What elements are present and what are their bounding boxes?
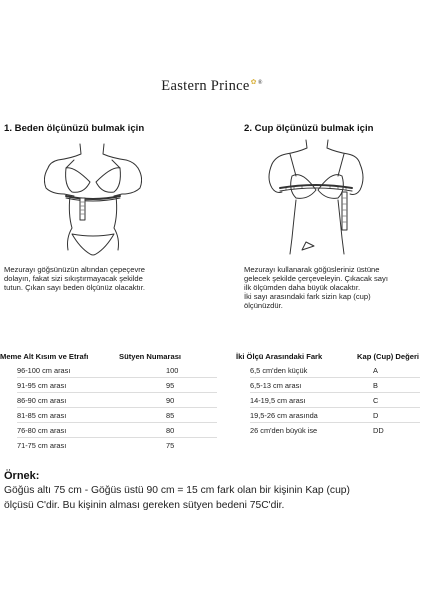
row-divider [17, 377, 217, 378]
brand-logo [0, 78, 424, 95]
section-2-description [244, 266, 388, 311]
example-text-line: ölçüsü C'dir. Bu kişinin alması gereken sütyen bedeni 75C'dir. [4, 499, 285, 511]
size-value-cell: 75 [166, 441, 175, 450]
size-range-cell: 71-75 cm arası [17, 441, 67, 450]
section-1-description-line: dolayın, fakat sizi sıkıştırmayacak şekilde [4, 273, 143, 283]
row-divider [17, 392, 217, 393]
underbust-measurement-illustration [44, 138, 142, 262]
size-value-cell: 80 [166, 426, 175, 435]
section-1-description-line: tutun. Çıkan sayı beden ölçünüz olacaktır. [4, 282, 145, 292]
cup-table [236, 362, 424, 442]
cup-difference-cell: 14-19,5 cm arası [250, 396, 306, 405]
cup-difference-cell: 26 cm'den büyük ise [250, 426, 318, 435]
size-value-cell: 85 [166, 411, 175, 420]
section-1-description-line: Mezurayı göğsünüzün altından çepeçevre [4, 265, 145, 274]
cup-value-cell: B [373, 381, 378, 390]
size-range-cell: 76-80 cm arası [17, 426, 67, 435]
cup-difference-cell: 19,5-26 cm arasında [250, 411, 318, 420]
row-divider [250, 407, 420, 408]
registered-mark: ® [257, 80, 263, 86]
section-2-description-line: ölçünüzdür. [244, 300, 283, 310]
size-range-cell: 81-85 cm arası [17, 411, 67, 420]
size-table [0, 362, 218, 462]
size-range-cell: 96-100 cm arası [17, 366, 71, 375]
cup-value-cell: A [373, 366, 378, 375]
brand-name: Eastern Prince [161, 78, 250, 94]
size-value-cell: 90 [166, 396, 175, 405]
size-range-cell: 91-95 cm arası [17, 381, 67, 390]
section-2-description-line: Mezurayı kullanarak göğüsleriniz üstüne [244, 265, 380, 274]
example-title: Örnek: [4, 470, 40, 482]
cup-value-cell: D [373, 411, 379, 420]
row-divider [17, 407, 217, 408]
row-divider [17, 437, 217, 438]
row-divider [250, 377, 420, 378]
section-1-description [4, 266, 145, 293]
section-2-description-line: İki sayı arasındaki fark sizin kap (cup) [244, 291, 371, 301]
section-2-description-line: ilk ölçümden daha büyük olacaktır. [244, 282, 361, 292]
section-2-title: 2. Cup ölçünüzü bulmak için [244, 123, 374, 134]
cup-value-cell: DD [373, 426, 384, 435]
section-2-description-line: gelecek şekilde çerçeveleyin. Çıkacak sayı [244, 273, 388, 283]
bust-measurement-illustration [266, 138, 364, 262]
row-divider [250, 422, 420, 423]
size-table-header-size: Sütyen Numarası [119, 352, 182, 361]
cup-table-header-difference: İki Ölçü Arasındaki Fark [236, 352, 323, 361]
size-value-cell: 100 [166, 366, 179, 375]
cup-value-cell: C [373, 396, 379, 405]
size-table-header-range: Meme Alt Kısım ve Etrafı [0, 352, 89, 361]
cup-difference-cell: 6,5 cm'den küçük [250, 366, 308, 375]
size-range-cell: 86-90 cm arası [17, 396, 67, 405]
example-text-line: Göğüs altı 75 cm - Göğüs üstü 90 cm = 15 cm fark olan bir kişinin Kap (cup) [4, 485, 350, 496]
row-divider [250, 392, 420, 393]
flower-icon: ✿ [250, 78, 257, 86]
example-text [4, 484, 350, 513]
cup-table-header-cup: Kap (Cup) Değeri [357, 352, 420, 361]
cup-difference-cell: 6,5-13 cm arası [250, 381, 302, 390]
row-divider [17, 422, 217, 423]
size-value-cell: 95 [166, 381, 175, 390]
section-1-title: 1. Beden ölçünüzü bulmak için [4, 123, 145, 134]
